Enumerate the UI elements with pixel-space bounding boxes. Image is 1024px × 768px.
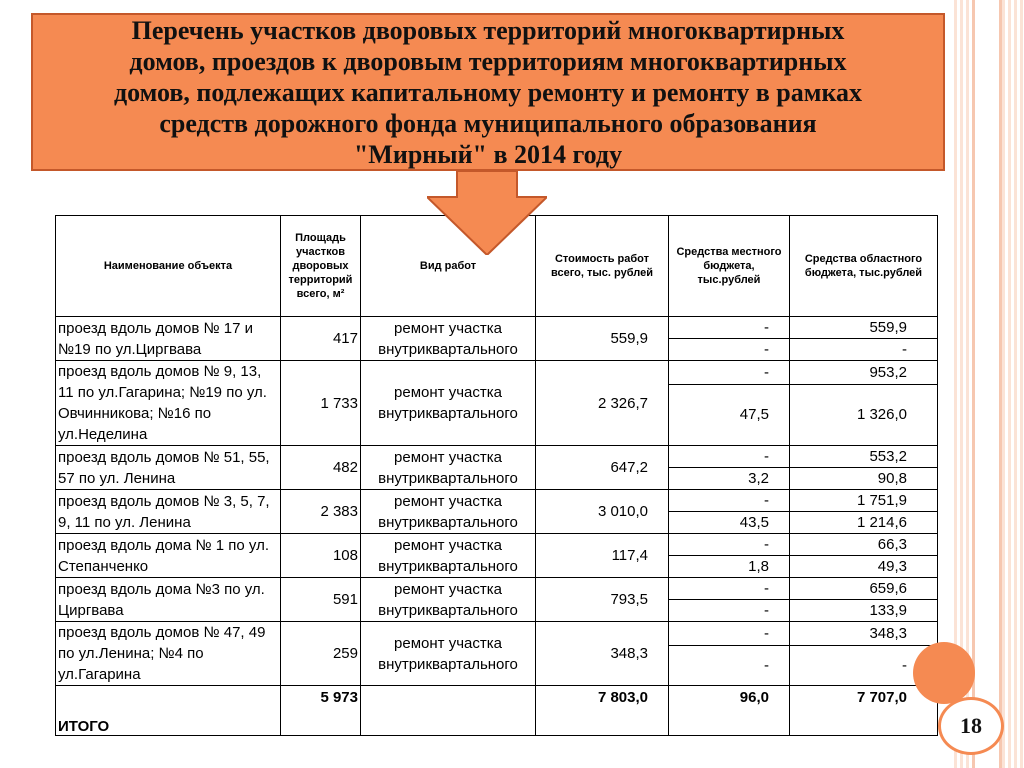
local-budget: - — [669, 361, 790, 385]
regional-budget: 1 326,0 — [790, 384, 938, 445]
total-label: ИТОГО — [56, 686, 281, 736]
local-budget: - — [669, 339, 790, 361]
total-local: 96,0 — [669, 686, 790, 736]
local-budget: - — [669, 317, 790, 339]
header-regional: Средства областного бюджета, тыс.рублей — [790, 216, 938, 317]
regional-budget: - — [790, 645, 938, 685]
total-row — [56, 686, 938, 736]
header-name: Наименование объекта — [56, 216, 281, 317]
total-work-empty — [361, 686, 536, 736]
regional-budget: 348,3 — [790, 622, 938, 646]
object-area: 482 — [281, 446, 361, 490]
work-type: ремонт участка внутриквартального — [361, 534, 536, 578]
object-area: 1 733 — [281, 361, 361, 446]
work-cost: 647,2 — [536, 446, 669, 490]
table-row — [56, 578, 938, 600]
object-name: проезд вдоль дома №3 по ул. Циргвава — [56, 578, 281, 622]
decorative-circle — [913, 642, 975, 704]
local-budget: - — [669, 490, 790, 512]
table-row — [56, 622, 938, 646]
table-row — [56, 446, 938, 468]
regional-budget: - — [790, 339, 938, 361]
local-budget: - — [669, 578, 790, 600]
object-name: проезд вдоль домов № 3, 5, 7, 9, 11 по ул. Ленина — [56, 490, 281, 534]
header-work: Вид работ — [361, 216, 536, 317]
repair-list-table — [55, 215, 938, 736]
object-name: проезд вдоль домов № 47, 49 по ул.Ленина; №4 по ул.Гагарина — [56, 622, 281, 686]
table-row — [56, 317, 938, 339]
object-area: 259 — [281, 622, 361, 686]
regional-budget: 1 214,6 — [790, 512, 938, 534]
work-cost: 3 010,0 — [536, 490, 669, 534]
work-type: ремонт участка внутриквартального — [361, 317, 536, 361]
total-regional: 7 707,0 — [790, 686, 938, 736]
local-budget: - — [669, 645, 790, 685]
total-area: 5 973 — [281, 686, 361, 736]
total-cost: 7 803,0 — [536, 686, 669, 736]
object-area: 108 — [281, 534, 361, 578]
header-local: Средства местного бюджета, тыс.рублей — [669, 216, 790, 317]
regional-budget: 1 751,9 — [790, 490, 938, 512]
local-budget: 3,2 — [669, 468, 790, 490]
object-area: 2 383 — [281, 490, 361, 534]
regional-budget: 66,3 — [790, 534, 938, 556]
object-name: проезд вдоль дома № 1 по ул. Степанченко — [56, 534, 281, 578]
regional-budget: 953,2 — [790, 361, 938, 385]
object-name: проезд вдоль домов № 9, 13, 11 по ул.Гагарина; №19 по ул. Овчинникова; №16 по ул.Неделина — [56, 361, 281, 446]
work-type: ремонт участка внутриквартального — [361, 490, 536, 534]
local-budget: 43,5 — [669, 512, 790, 534]
table-row — [56, 534, 938, 556]
decorative-band — [972, 0, 1002, 768]
down-arrow-icon — [427, 171, 547, 255]
title-banner — [31, 13, 945, 171]
regional-budget: 553,2 — [790, 446, 938, 468]
local-budget: - — [669, 600, 790, 622]
work-type: ремонт участка внутриквартального — [361, 361, 536, 446]
page-title: Перечень участков дворовых территорий многоквартирных домов, проездов к дворовым территориям многоквартирных домов, подлежащих капитальному ремонту и ремонту в рамках средств дорожного фонда муниципального образования "Мирный" в 2014 году — [113, 15, 863, 169]
object-name: проезд вдоль домов № 51, 55, 57 по ул. Ленина — [56, 446, 281, 490]
work-type: ремонт участка внутриквартального — [361, 578, 536, 622]
work-cost: 348,3 — [536, 622, 669, 686]
local-budget: - — [669, 534, 790, 556]
work-cost: 2 326,7 — [536, 361, 669, 446]
regional-budget: 133,9 — [790, 600, 938, 622]
regional-budget: 49,3 — [790, 556, 938, 578]
object-name: проезд вдоль домов № 17 и №19 по ул.Циргвава — [56, 317, 281, 361]
page-number: 18 — [938, 697, 1004, 755]
work-type: ремонт участка внутриквартального — [361, 622, 536, 686]
table-row — [56, 490, 938, 512]
regional-budget: 90,8 — [790, 468, 938, 490]
local-budget: 47,5 — [669, 384, 790, 445]
work-cost: 793,5 — [536, 578, 669, 622]
regional-budget: 659,6 — [790, 578, 938, 600]
local-budget: - — [669, 622, 790, 646]
work-type: ремонт участка внутриквартального — [361, 446, 536, 490]
local-budget: - — [669, 446, 790, 468]
local-budget: 1,8 — [669, 556, 790, 578]
table-row — [56, 361, 938, 385]
work-cost: 559,9 — [536, 317, 669, 361]
header-cost: Стоимость работ всего, тыс. рублей — [536, 216, 669, 317]
object-area: 417 — [281, 317, 361, 361]
regional-budget: 559,9 — [790, 317, 938, 339]
object-area: 591 — [281, 578, 361, 622]
work-cost: 117,4 — [536, 534, 669, 578]
header-area: Площадь участков дворовых территорий всего, м² — [281, 216, 361, 317]
